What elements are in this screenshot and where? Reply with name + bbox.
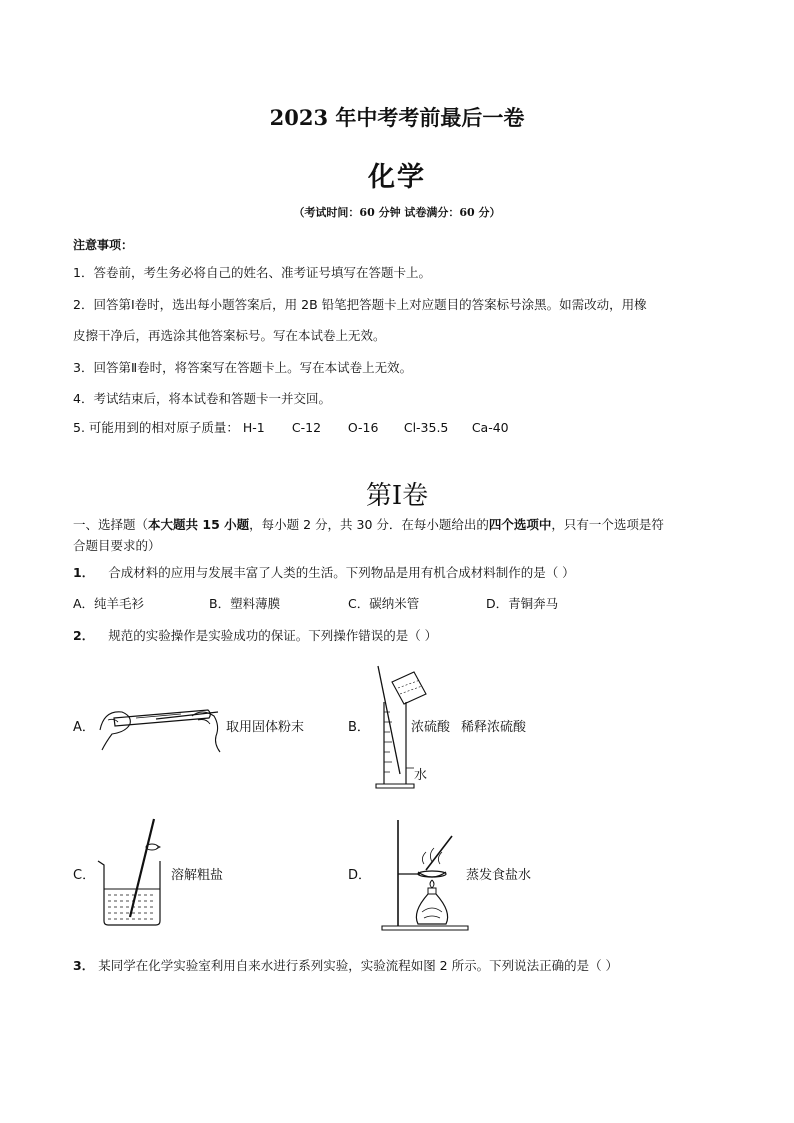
question-3-stem: 某同学在化学实验室利用自来水进行系列实验，实验流程如图 2 所示。下列说法正确的是（ ） bbox=[98, 958, 619, 973]
q2-option-c-letter: C． bbox=[73, 868, 96, 883]
notice-item-3: 3．回答第Ⅱ卷时，将答案写在答题卡上。写在本试卷上无效。 bbox=[73, 360, 413, 375]
q1-option-b: B．塑料薄膜 bbox=[209, 596, 281, 611]
question-2 bbox=[73, 626, 437, 644]
notice-item-2-cont: 皮擦干净后，再选涂其他答案标号。写在本试卷上无效。 bbox=[73, 328, 386, 343]
question-1-stem: 合成材料的应用与发展丰富了人类的生活。下列物品是用有机合成材料制作的是（ ） bbox=[108, 565, 575, 580]
atomic-mass-c: C-12 bbox=[291, 420, 322, 435]
q1-option-d: D．青铜奔马 bbox=[486, 596, 559, 611]
q2-option-d-letter: D． bbox=[348, 868, 372, 883]
section-heading-line2: 合题目要求的） bbox=[73, 538, 161, 553]
exam-info: （考试时间：60 分钟 试卷满分：60 分） bbox=[293, 206, 501, 219]
test-tube-powder-illustration bbox=[96, 690, 226, 755]
q2-option-c-caption: 溶解粗盐 bbox=[171, 868, 224, 883]
section-scoring: ，每小题 2 分，共 30 分．在每小题给出的 bbox=[249, 517, 489, 532]
q1-option-c: C．碳纳米管 bbox=[348, 596, 420, 611]
q2-option-b-acid-label: 浓硫酸 bbox=[411, 720, 451, 735]
atomic-mass-cl: Cl-35.5 bbox=[403, 420, 449, 435]
atomic-mass-ca: Ca-40 bbox=[471, 420, 509, 435]
q2-option-b-letter: B． bbox=[348, 720, 370, 735]
question-2-stem: 规范的实验操作是实验成功的保证。下列操作错误的是（ ） bbox=[108, 628, 438, 643]
question-3 bbox=[73, 956, 618, 974]
volume-title: 第Ⅰ卷 bbox=[365, 481, 429, 511]
question-1-number: 1． bbox=[73, 565, 95, 580]
section-four-options: 四个选项中 bbox=[488, 517, 552, 532]
evaporation-setup-illustration bbox=[372, 816, 472, 932]
section-heading-line1 bbox=[73, 515, 664, 533]
q2-option-b-water-label: 水 bbox=[414, 768, 428, 783]
notice-item-5 bbox=[73, 418, 509, 436]
question-1 bbox=[73, 563, 575, 581]
notice-heading: 注意事项： bbox=[73, 238, 134, 252]
question-3-number: 3． bbox=[73, 958, 95, 973]
section-prefix: 一、选择题（ bbox=[73, 517, 149, 532]
beaker-stirring-illustration bbox=[94, 815, 174, 930]
question-2-number: 2． bbox=[73, 628, 95, 643]
q2-option-a-caption: 取用固体粉末 bbox=[226, 720, 305, 735]
notice-item-2: 2．回答第Ⅰ卷时，选出每小题答案后，用 2B 铅笔把答题卡上对应题目的答案标号涂黑。如需改动，用橡 bbox=[73, 297, 647, 312]
notice-item-4: 4．考试结束后，将本试卷和答题卡一并交回。 bbox=[73, 391, 331, 406]
notice-item-1: 1．答卷前，考生务必将自己的姓名、准考证号填写在答题卡上。 bbox=[73, 265, 431, 280]
q2-option-b-caption: 稀释浓硫酸 bbox=[461, 720, 527, 735]
exam-title: 2023 年中考考前最后一卷 bbox=[269, 105, 525, 130]
atomic-mass-label: 5. 可能用到的相对原子质量： bbox=[73, 420, 239, 435]
atomic-mass-o: O-16 bbox=[347, 420, 379, 435]
atomic-mass-h: H-1 bbox=[242, 420, 265, 435]
q1-option-a: A．纯羊毛衫 bbox=[73, 596, 145, 611]
q2-option-d-caption: 蒸发食盐水 bbox=[466, 868, 532, 883]
q2-option-a-letter: A． bbox=[73, 720, 95, 735]
section-tail: ，只有一个选项是符 bbox=[551, 517, 664, 532]
subject-title: 化学 bbox=[368, 162, 426, 193]
section-count: 本大题共 15 小题 bbox=[148, 517, 250, 532]
